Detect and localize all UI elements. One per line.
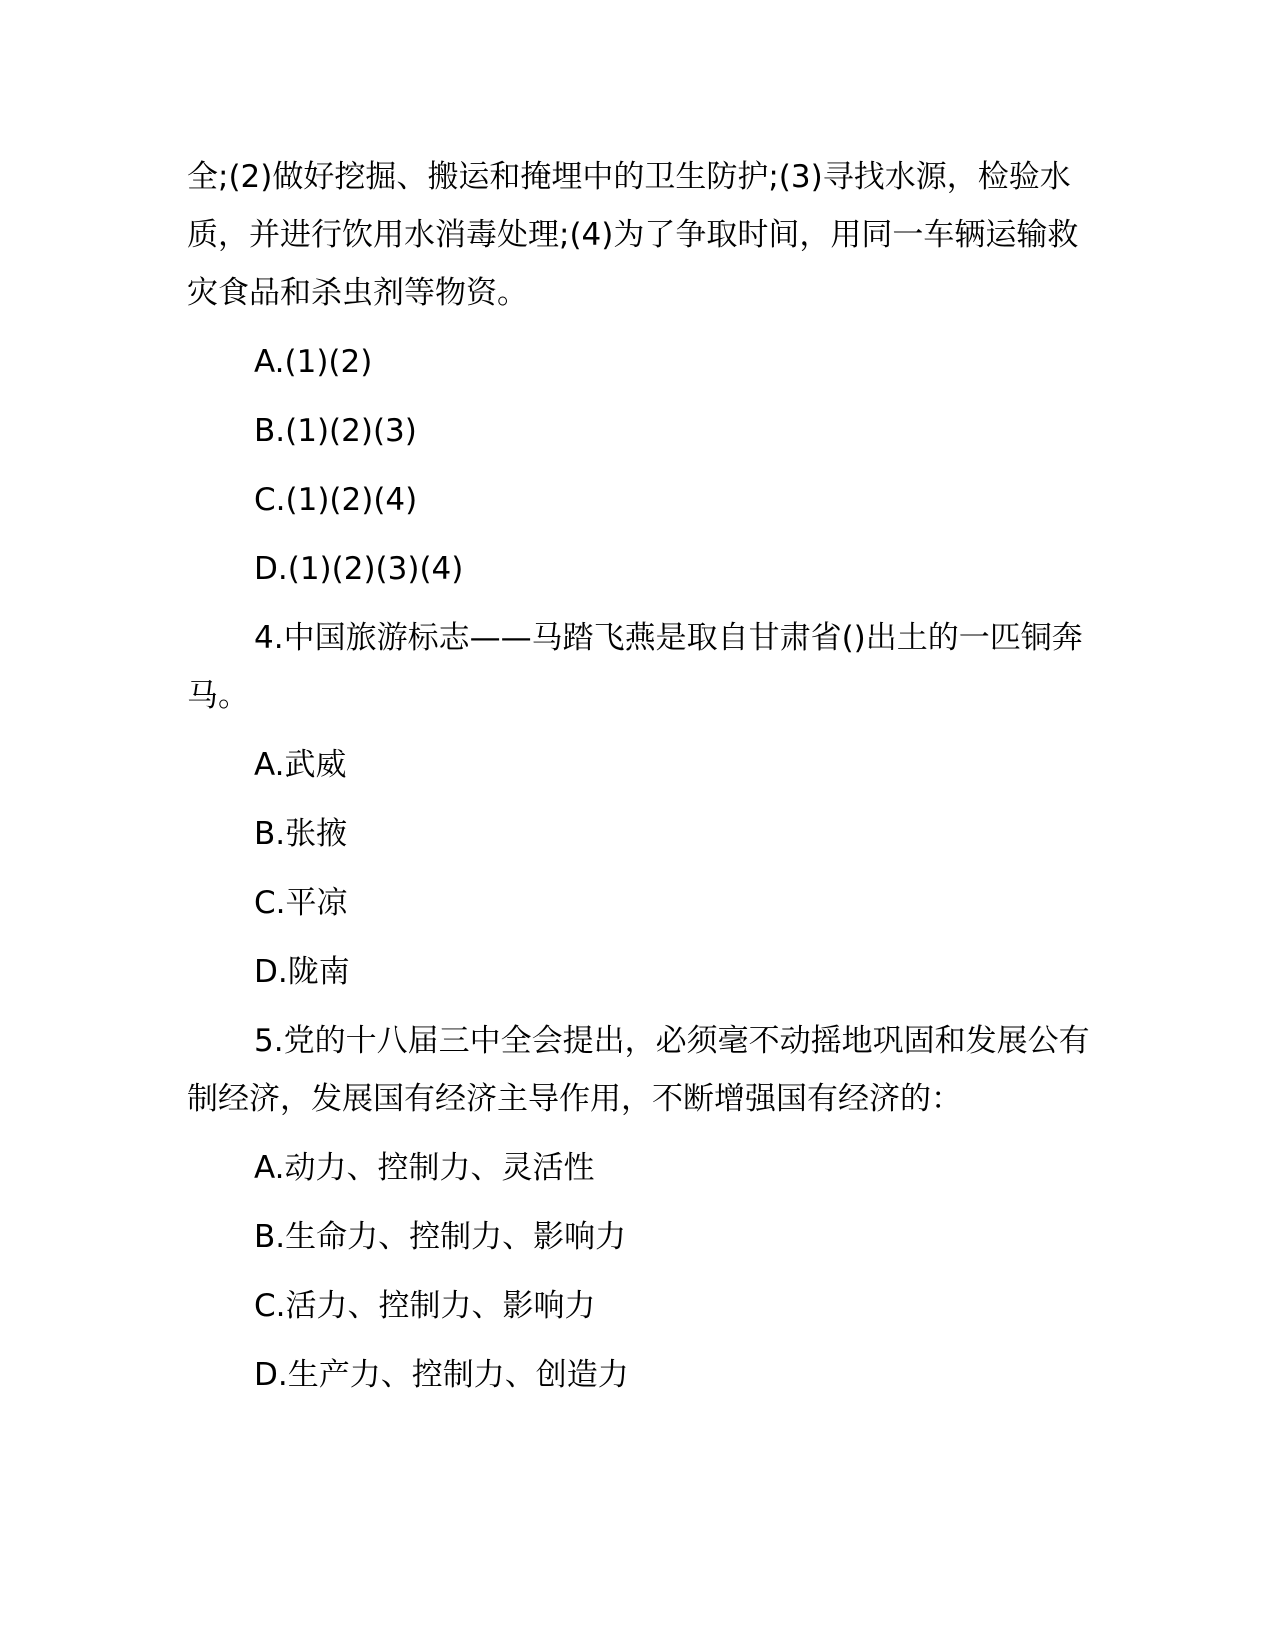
question-3-option-d: D.(1)(2)(3)(4) (254, 551, 464, 587)
question-5-option-a: A.动力、控制力、灵活性 (254, 1150, 595, 1186)
question-3-option-a: A.(1)(2) (254, 344, 373, 380)
question-4-option-a: A.武威 (254, 747, 347, 783)
question-5-text: 5.党的十八届三中全会提出，必须毫不动摇地巩固和发展公有制经济，发展国有经济主导作用，不断增强国有经济的： (187, 1023, 1090, 1117)
question-4-text: 4.中国旅游标志——马踏飞燕是取自甘肃省()出土的一匹铜奔马。 (187, 620, 1083, 714)
question-3-option-b: B.(1)(2)(3) (254, 413, 417, 449)
question-3-text-continued: 全;(2)做好挖掘、搬运和掩埋中的卫生防护;(3)寻找水源，检验水质，并进行饮用水消毒处理;(4)为了争取时间，用同一车辆运输救灾食品和杀虫剂等物资。 (187, 159, 1079, 311)
question-3-option-c: C.(1)(2)(4) (254, 482, 418, 518)
question-4-option-c: C.平凉 (254, 885, 348, 921)
question-5-option-c: C.活力、控制力、影响力 (254, 1288, 596, 1324)
question-4-option-d: D.陇南 (254, 954, 350, 990)
document-body (187, 148, 1092, 1415)
question-4-option-b: B.张掖 (254, 816, 348, 852)
question-5-option-d: D.生产力、控制力、创造力 (254, 1357, 629, 1393)
question-5-option-b: B.生命力、控制力、影响力 (254, 1219, 627, 1255)
